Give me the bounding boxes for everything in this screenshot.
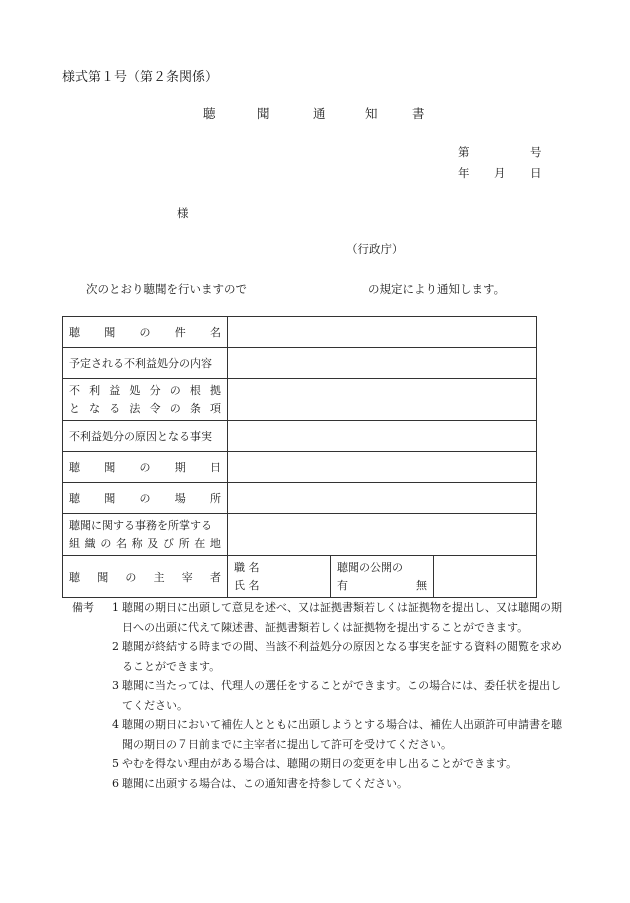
table-row xyxy=(63,452,537,483)
title-char: 書 xyxy=(412,106,425,121)
cause-facts-value xyxy=(228,421,537,452)
table-row xyxy=(63,348,537,379)
form-id: 様式第１号（第２条関係） xyxy=(62,70,219,85)
issuing-agency: （行政庁） xyxy=(346,242,404,256)
note-item: 2 聴聞が終結する時までの間、当該不利益処分の原因となる事実を証する資料の閲覧を求めることができます。 xyxy=(112,640,562,673)
note-item: 5 やむを得ない理由がある場合は、聴聞の期日の変更を申し出ることができます。 xyxy=(112,757,518,770)
disposition-content-value xyxy=(228,348,537,379)
presider-value xyxy=(228,556,331,598)
hearing-subject-value xyxy=(228,317,537,348)
note-item: 3 聴聞に当たっては、代理人の選任をすることができます。この場合には、委任状を提出してください。 xyxy=(112,679,562,712)
table-row xyxy=(63,379,537,421)
table-row xyxy=(63,556,537,598)
hearing-date-label: 聴 聞 の 期 日 xyxy=(63,452,228,483)
disposition-content-label: 予定される不利益処分の内容 xyxy=(63,348,228,379)
hearing-place-label: 聴 聞 の 場 所 xyxy=(63,483,228,514)
title-char: 知 xyxy=(365,106,378,121)
title-char: 聴 xyxy=(203,106,216,121)
hearing-details-table xyxy=(62,316,537,598)
date-year: 年 xyxy=(458,166,470,180)
number-suffix: 号 xyxy=(530,145,542,159)
table-row xyxy=(63,514,537,556)
note-item: 4 聴聞の期日において補佐人とともに出頭しようとする場合は、補佐人出頭許可申請書を聴聞の期日の７日前までに主宰者に提出して許可を受けてください。 xyxy=(112,718,562,751)
number-prefix: 第 xyxy=(458,145,470,159)
hearing-date-value xyxy=(228,452,537,483)
title-char: 通 xyxy=(313,106,326,121)
presider-name: 氏 名 xyxy=(234,578,260,592)
organization-value xyxy=(228,514,537,556)
hearing-subject-label: 聴 聞 の 件 名 xyxy=(63,317,228,348)
organization-label: 聴聞に関する事務を所掌する 組 織 の 名 称 及 び 所 在 地 xyxy=(63,514,228,556)
date-month: 月 xyxy=(494,166,506,180)
table-row xyxy=(63,421,537,452)
intro-text-2: の規定により通知します。 xyxy=(368,282,506,296)
cause-facts-label: 不利益処分の原因となる事実 xyxy=(63,421,228,452)
presider-job-title: 職 名 xyxy=(234,560,260,574)
table-row xyxy=(63,483,537,514)
presider-label: 聴 聞 の 主 宰 者 xyxy=(63,556,228,598)
date-day: 日 xyxy=(530,166,542,180)
title-char: 聞 xyxy=(257,106,270,121)
table-row xyxy=(63,317,537,348)
legal-basis-label: 不 利 益 処 分 の 根 拠 と な る 法 令 の 条 項 xyxy=(63,379,228,421)
addressee-suffix: 様 xyxy=(177,206,189,220)
notes-section xyxy=(72,598,562,793)
legal-basis-value xyxy=(228,379,537,421)
public-hearing-label: 聴聞の公開の 有 無 xyxy=(331,556,434,598)
intro-text-1: 次のとおり聴聞を行いますので xyxy=(86,282,247,296)
public-hearing-value xyxy=(434,556,537,598)
note-item: 6 聴聞に出頭する場合は、この通知書を持参してください。 xyxy=(112,776,408,790)
notes-header: 備考 xyxy=(72,601,94,614)
hearing-place-value xyxy=(228,483,537,514)
note-item: 備考 1 聴聞の期日に出頭して意見を述べ、又は証拠書類若しくは証拠物を提出し、又は聴聞の期日への出頭に代えて陳述書、証拠書類若しくは証拠物を提出することができます。 xyxy=(72,598,562,637)
